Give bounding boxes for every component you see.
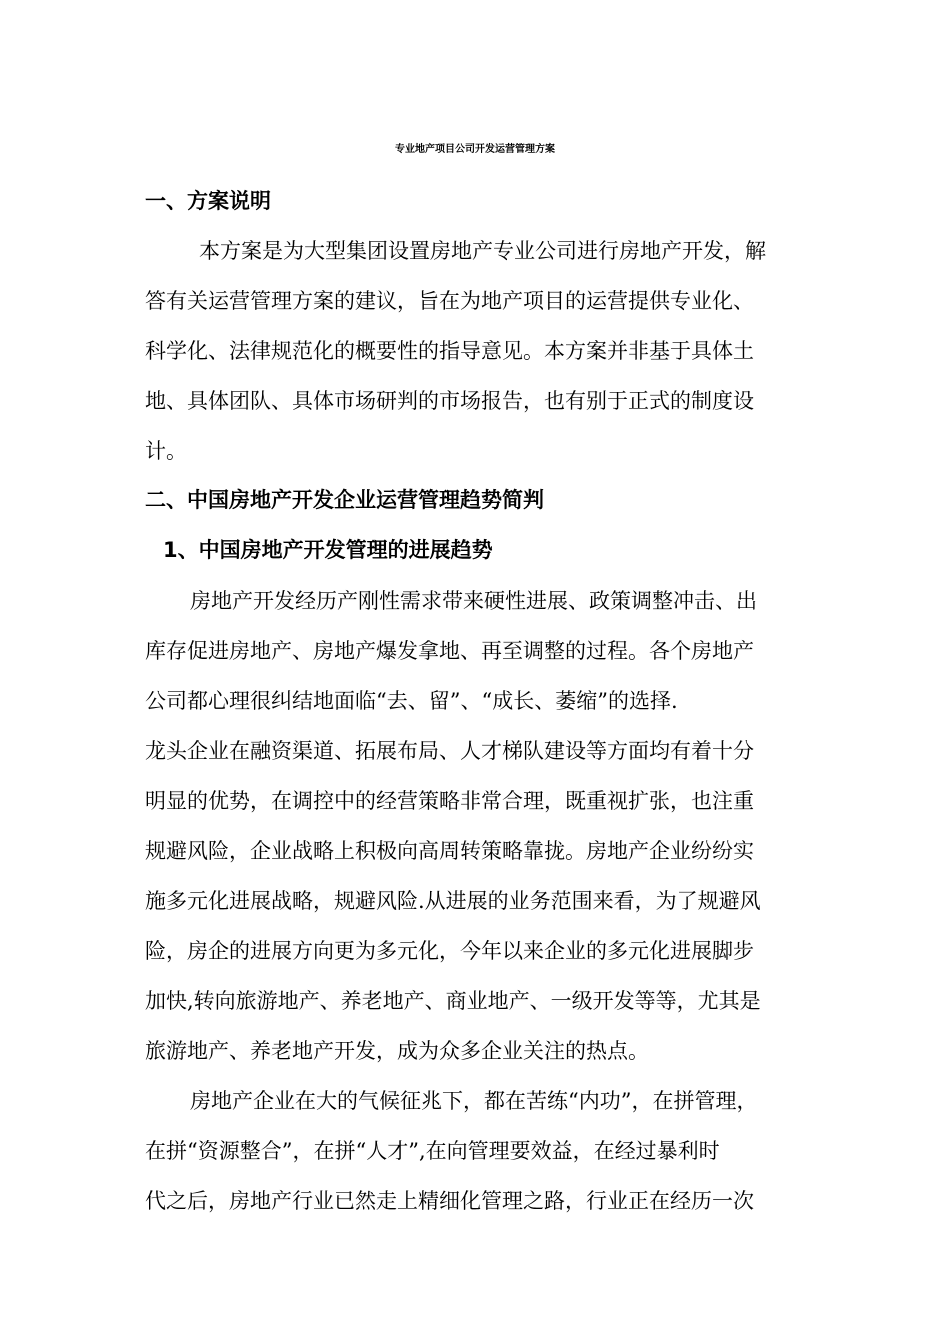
paragraph-line: 龙头企业在融资渠道、拓展布局、人才梯队建设等方面均有着十分	[145, 739, 754, 763]
section-heading-trend-analysis: 二、中国房地产开发企业运营管理趋势简判	[145, 488, 544, 512]
paragraph-line: 明显的优势，在调控中的经营策略非常合理，既重视扩张，也注重	[145, 789, 754, 813]
paragraph-line: 科学化、法律规范化的概要性的指导意见。本方案并非基于具体土	[145, 339, 754, 363]
paragraph-line: 库存促进房地产、房地产爆发拿地、再至调整的过程。各个房地产	[145, 639, 754, 663]
document-title: 专业地产项目公司开发运营管理方案	[395, 144, 555, 155]
paragraph-line: 房地产企业在大的气候征兆下，都在苦练“内功”，在拼管理，	[190, 1089, 758, 1113]
paragraph-line: 公司都心理很纠结地面临“去、留”、“成长、萎缩”的选择.	[145, 689, 678, 713]
paragraph-line: 加快,转向旅游地产、养老地产、商业地产、一级开发等等，尤其是	[145, 989, 761, 1013]
paragraph-line: 规避风险，企业战略上积极向高周转策略靠拢。房地产企业纷纷实	[145, 839, 754, 863]
paragraph-line: 答有关运营管理方案的建议，旨在为地产项目的运营提供专业化、	[145, 289, 754, 313]
paragraph-line: 险，房企的进展方向更为多元化，今年以来企业的多元化进展脚步	[145, 939, 754, 963]
paragraph-line: 在拼“资源整合”，在拼“人才”,在向管理要效益，在经过暴利时	[145, 1139, 720, 1163]
paragraph-line: 地、具体团队、具体市场研判的市场报告，也有别于正式的制度设	[145, 389, 754, 413]
paragraph-line: 施多元化进展战略，规避风险.从进展的业务范围来看，为了规避风	[145, 889, 761, 913]
subsection-heading-development-trend: 1、中国房地产开发管理的进展趋势	[163, 538, 493, 562]
paragraph-line: 本方案是为大型集团设置房地产专业公司进行房地产开发，解	[199, 239, 766, 263]
paragraph-line: 旅游地产、养老地产开发，成为众多企业关注的热点。	[145, 1039, 649, 1063]
paragraph-line: 计。	[145, 439, 187, 463]
section-heading-plan-description: 一、方案说明	[145, 189, 271, 213]
paragraph-line: 代之后，房地产行业已然走上精细化管理之路，行业正在经历一次	[145, 1189, 754, 1213]
paragraph-line: 房地产开发经历产刚性需求带来硬性进展、政策调整冲击、出	[190, 589, 757, 613]
